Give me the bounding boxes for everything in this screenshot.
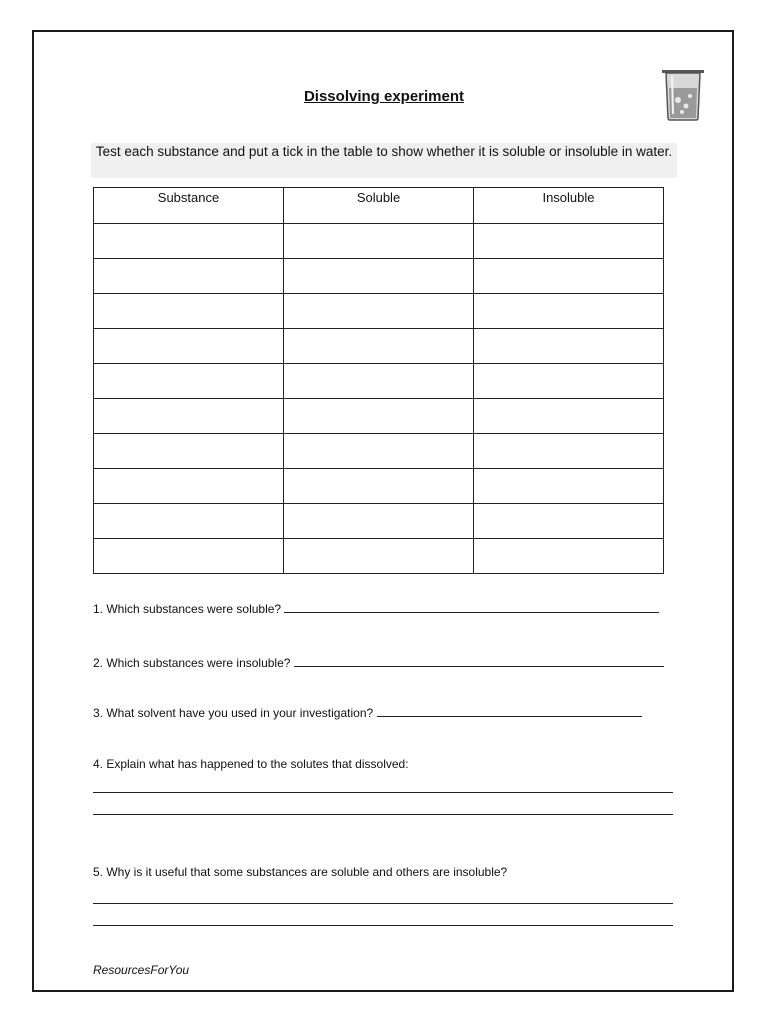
question-4-answer-line[interactable] (93, 814, 673, 815)
header-substance: Substance (94, 188, 284, 224)
insoluble-cell[interactable] (474, 539, 664, 574)
results-table (93, 187, 664, 574)
soluble-cell[interactable] (284, 224, 474, 259)
insoluble-cell[interactable] (474, 364, 664, 399)
question-5-text: 5. Why is it useful that some substances are soluble and others are insoluble? (93, 865, 508, 879)
table-row (94, 294, 664, 329)
insoluble-cell[interactable] (474, 399, 664, 434)
question-2 (93, 656, 664, 670)
table-row (94, 504, 664, 539)
substance-cell[interactable] (94, 224, 284, 259)
table-row (94, 539, 664, 574)
question-1 (93, 602, 659, 616)
soluble-cell[interactable] (284, 504, 474, 539)
substance-cell[interactable] (94, 399, 284, 434)
header-soluble: Soluble (284, 188, 474, 224)
insoluble-cell[interactable] (474, 469, 664, 504)
insoluble-cell[interactable] (474, 224, 664, 259)
question-4-answer-line[interactable] (93, 792, 673, 793)
insoluble-cell[interactable] (474, 329, 664, 364)
substance-cell[interactable] (94, 469, 284, 504)
soluble-cell[interactable] (284, 329, 474, 364)
soluble-cell[interactable] (284, 469, 474, 504)
substance-cell[interactable] (94, 434, 284, 469)
soluble-cell[interactable] (284, 294, 474, 329)
question-4-text: 4. Explain what has happened to the solutes that dissolved: (93, 757, 409, 771)
header-insoluble: Insoluble (474, 188, 664, 224)
insoluble-cell[interactable] (474, 259, 664, 294)
question-3-text: 3. What solvent have you used in your investigation? (93, 706, 377, 720)
question-5-answer-line[interactable] (93, 903, 673, 904)
question-5 (93, 865, 507, 879)
substance-cell[interactable] (94, 294, 284, 329)
table-header-row (94, 188, 664, 224)
table-row (94, 434, 664, 469)
table-row (94, 469, 664, 504)
soluble-cell[interactable] (284, 434, 474, 469)
worksheet-title: Dissolving experiment (303, 88, 465, 105)
instructions-box: Test each substance and put a tick in the table to show whether it is soluble or insoluble in water. (91, 143, 677, 178)
question-1-text: 1. Which substances were soluble? (93, 602, 285, 616)
soluble-cell[interactable] (284, 539, 474, 574)
insoluble-cell[interactable] (474, 294, 664, 329)
soluble-cell[interactable] (284, 399, 474, 434)
substance-cell[interactable] (94, 504, 284, 539)
substance-cell[interactable] (94, 329, 284, 364)
question-3-answer-line[interactable] (377, 706, 642, 717)
question-1-answer-line[interactable] (284, 602, 659, 613)
substance-cell[interactable] (94, 259, 284, 294)
question-2-text: 2. Which substances were insoluble? (93, 656, 294, 670)
beaker-icon (660, 68, 706, 122)
soluble-cell[interactable] (284, 364, 474, 399)
table-row (94, 259, 664, 294)
table-row (94, 364, 664, 399)
table-row (94, 329, 664, 364)
question-4 (93, 757, 409, 771)
insoluble-cell[interactable] (474, 504, 664, 539)
question-5-answer-line[interactable] (93, 925, 673, 926)
footer-credit: ResourcesForYou (93, 963, 190, 977)
question-2-answer-line[interactable] (294, 656, 664, 667)
table-row (94, 224, 664, 259)
table-row (94, 399, 664, 434)
soluble-cell[interactable] (284, 259, 474, 294)
substance-cell[interactable] (94, 539, 284, 574)
insoluble-cell[interactable] (474, 434, 664, 469)
question-3 (93, 706, 642, 720)
substance-cell[interactable] (94, 364, 284, 399)
